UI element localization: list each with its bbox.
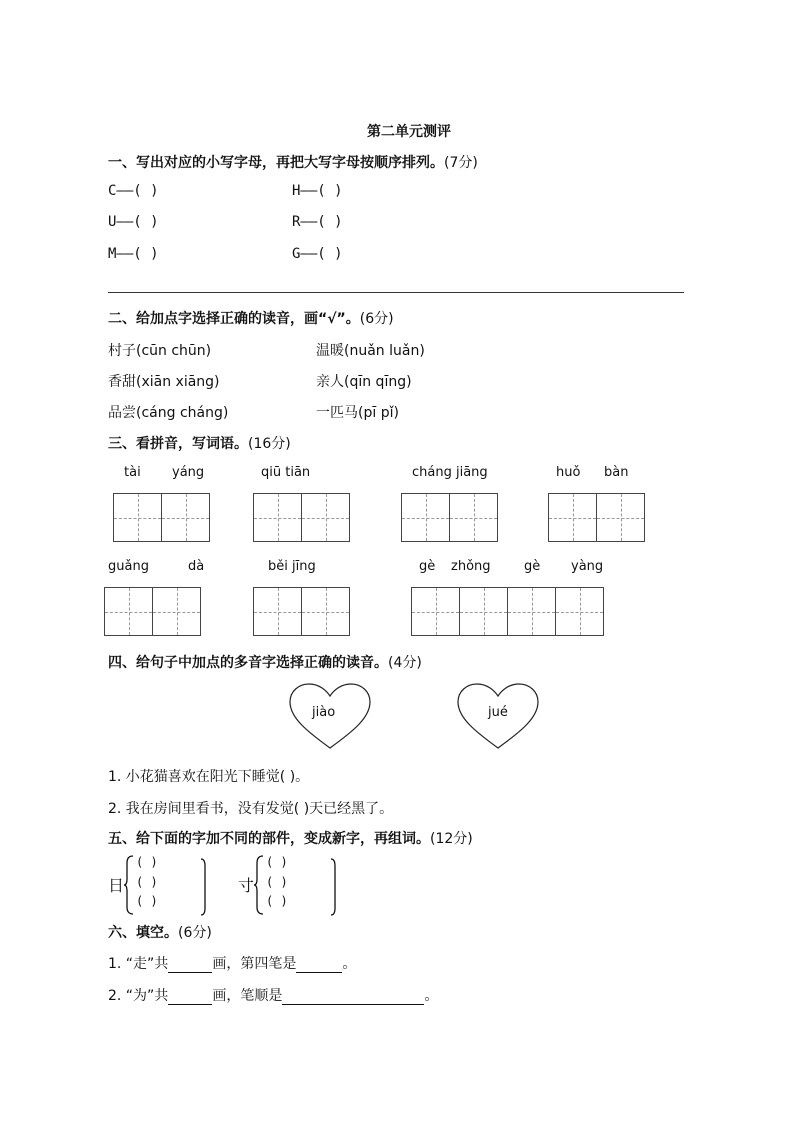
writing-cell[interactable] xyxy=(555,587,604,636)
heart-jiao-label: jiào xyxy=(312,705,336,720)
pinyin-ban: bàn xyxy=(604,465,629,480)
s5-cun-paren-3[interactable]: ( ) xyxy=(266,894,288,908)
s6-question-2 xyxy=(108,985,438,1005)
s5-bracket-right-1 xyxy=(200,858,208,916)
section-3-text: 三、看拼音，写词语。 xyxy=(108,436,248,452)
s6-q1-part-c: 。 xyxy=(342,956,357,972)
s4-question-1: 1. 小花猫喜欢在阳光下睡觉( )。 xyxy=(108,769,310,785)
s6-question-1 xyxy=(108,953,356,973)
writing-grid-guangda[interactable] xyxy=(104,587,201,636)
section-5-score: (12分) xyxy=(430,831,473,847)
s6-q2-stroke-count-blank[interactable] xyxy=(168,988,212,1005)
page-title: 第二单元测评 xyxy=(367,124,451,140)
s1-item-r: R——( ) xyxy=(292,214,343,230)
writing-cell[interactable] xyxy=(152,587,201,636)
writing-cell[interactable] xyxy=(253,587,302,636)
writing-grid-beijing[interactable] xyxy=(253,587,350,636)
writing-grid-changjiang[interactable] xyxy=(401,493,498,542)
writing-cell[interactable] xyxy=(401,493,450,542)
s1-item-g: G——( ) xyxy=(292,246,343,262)
pinyin-beijing: běi jīng xyxy=(268,559,316,574)
writing-grid-qiutian[interactable] xyxy=(253,493,350,542)
section-6-score: (6分) xyxy=(178,925,212,941)
writing-grid-huoban[interactable] xyxy=(548,493,645,542)
writing-cell[interactable] xyxy=(113,493,162,542)
writing-grid-gezhong-geyang[interactable] xyxy=(411,587,604,636)
s5-char-ri: 日 xyxy=(108,876,125,895)
writing-cell[interactable] xyxy=(104,587,153,636)
pinyin-guang: guǎng xyxy=(108,559,149,574)
s6-q1-part-b: 画，第四笔是 xyxy=(212,956,297,972)
s6-q1-fourth-stroke-blank[interactable] xyxy=(296,956,342,973)
s5-brace-left-2 xyxy=(254,855,264,915)
writing-cell[interactable] xyxy=(301,587,350,636)
writing-cell[interactable] xyxy=(449,493,498,542)
s1-answer-line xyxy=(108,292,684,293)
s4-question-2: 2. 我在房间里看书，没有发觉( )天已经黑了。 xyxy=(108,801,394,817)
s1-item-m: M——( ) xyxy=(108,246,159,262)
s5-char-cun: 寸 xyxy=(238,876,255,895)
writing-cell[interactable] xyxy=(596,493,645,542)
s5-bracket-right-2 xyxy=(330,858,338,916)
pinyin-tai: tài xyxy=(124,465,141,480)
section-3-score: (16分) xyxy=(248,436,291,452)
pinyin-yang-2: yàng xyxy=(571,559,604,574)
s5-ri-paren-1[interactable]: ( ) xyxy=(136,855,158,869)
s1-item-h: H——( ) xyxy=(292,183,343,199)
s6-q2-part-c: 。 xyxy=(424,988,439,1004)
section-2-text: 二、给加点字选择正确的读音，画“√”。 xyxy=(108,311,360,327)
pinyin-da: dà xyxy=(188,559,205,574)
writing-cell[interactable] xyxy=(411,587,460,636)
pinyin-ge-2: gè xyxy=(524,559,541,574)
pinyin-yang: yáng xyxy=(172,465,205,480)
s2-item-4: 亲人(qīn qīng) xyxy=(316,374,412,390)
section-6-heading xyxy=(108,922,212,942)
s2-item-2: 温暖(nuǎn luǎn) xyxy=(316,343,425,359)
section-3-heading xyxy=(108,433,291,453)
section-4-text: 四、给句子中加点的多音字选择正确的读音。 xyxy=(108,655,388,671)
section-5-heading xyxy=(108,828,473,848)
pinyin-zhong: zhǒng xyxy=(451,559,491,574)
section-4-score: (4分) xyxy=(388,655,422,671)
pinyin-ge-1: gè xyxy=(419,559,436,574)
s5-brace-left-1 xyxy=(124,855,134,915)
s6-q1-part-a: 1. “走”共 xyxy=(108,956,169,972)
writing-cell[interactable] xyxy=(301,493,350,542)
s5-cun-paren-2[interactable]: ( ) xyxy=(266,875,288,889)
pinyin-qiutian: qiū tiān xyxy=(261,465,311,480)
heart-jue-label: jué xyxy=(488,705,508,720)
s2-item-5: 品尝(cáng cháng) xyxy=(108,405,229,421)
section-4-heading xyxy=(108,652,422,672)
s2-item-6: 一匹马(pī pǐ) xyxy=(316,405,399,421)
pinyin-huo: huǒ xyxy=(556,465,581,480)
section-1-score: (7分) xyxy=(444,155,478,171)
s5-ri-paren-2[interactable]: ( ) xyxy=(136,875,158,889)
s6-q1-stroke-count-blank[interactable] xyxy=(168,956,212,973)
s1-item-u: U——( ) xyxy=(108,214,159,230)
section-5-text: 五、给下面的字加不同的部件，变成新字，再组词。 xyxy=(108,831,430,847)
s2-item-3: 香甜(xiān xiāng) xyxy=(108,374,220,390)
writing-cell[interactable] xyxy=(507,587,556,636)
s2-item-1: 村子(cūn chūn) xyxy=(108,343,212,359)
section-1-heading xyxy=(108,152,478,172)
section-2-score: (6分) xyxy=(359,311,394,327)
s6-q2-part-b: 画，笔顺是 xyxy=(212,988,283,1004)
s6-q2-stroke-order-blank[interactable] xyxy=(282,988,424,1005)
s5-ri-paren-3[interactable]: ( ) xyxy=(136,894,158,908)
writing-cell[interactable] xyxy=(253,493,302,542)
section-2-heading xyxy=(108,308,394,328)
section-1-text: 一、写出对应的小写字母，再把大写字母按顺序排列。 xyxy=(108,155,444,171)
s1-item-c: C——( ) xyxy=(108,183,159,199)
s5-cun-paren-1[interactable]: ( ) xyxy=(266,855,288,869)
writing-cell[interactable] xyxy=(548,493,597,542)
writing-cell[interactable] xyxy=(161,493,210,542)
pinyin-changjiang: cháng jiāng xyxy=(412,465,488,480)
writing-cell[interactable] xyxy=(459,587,508,636)
section-6-text: 六、填空。 xyxy=(108,925,178,941)
writing-grid-taiyang[interactable] xyxy=(113,493,210,542)
s6-q2-part-a: 2. “为”共 xyxy=(108,988,169,1004)
